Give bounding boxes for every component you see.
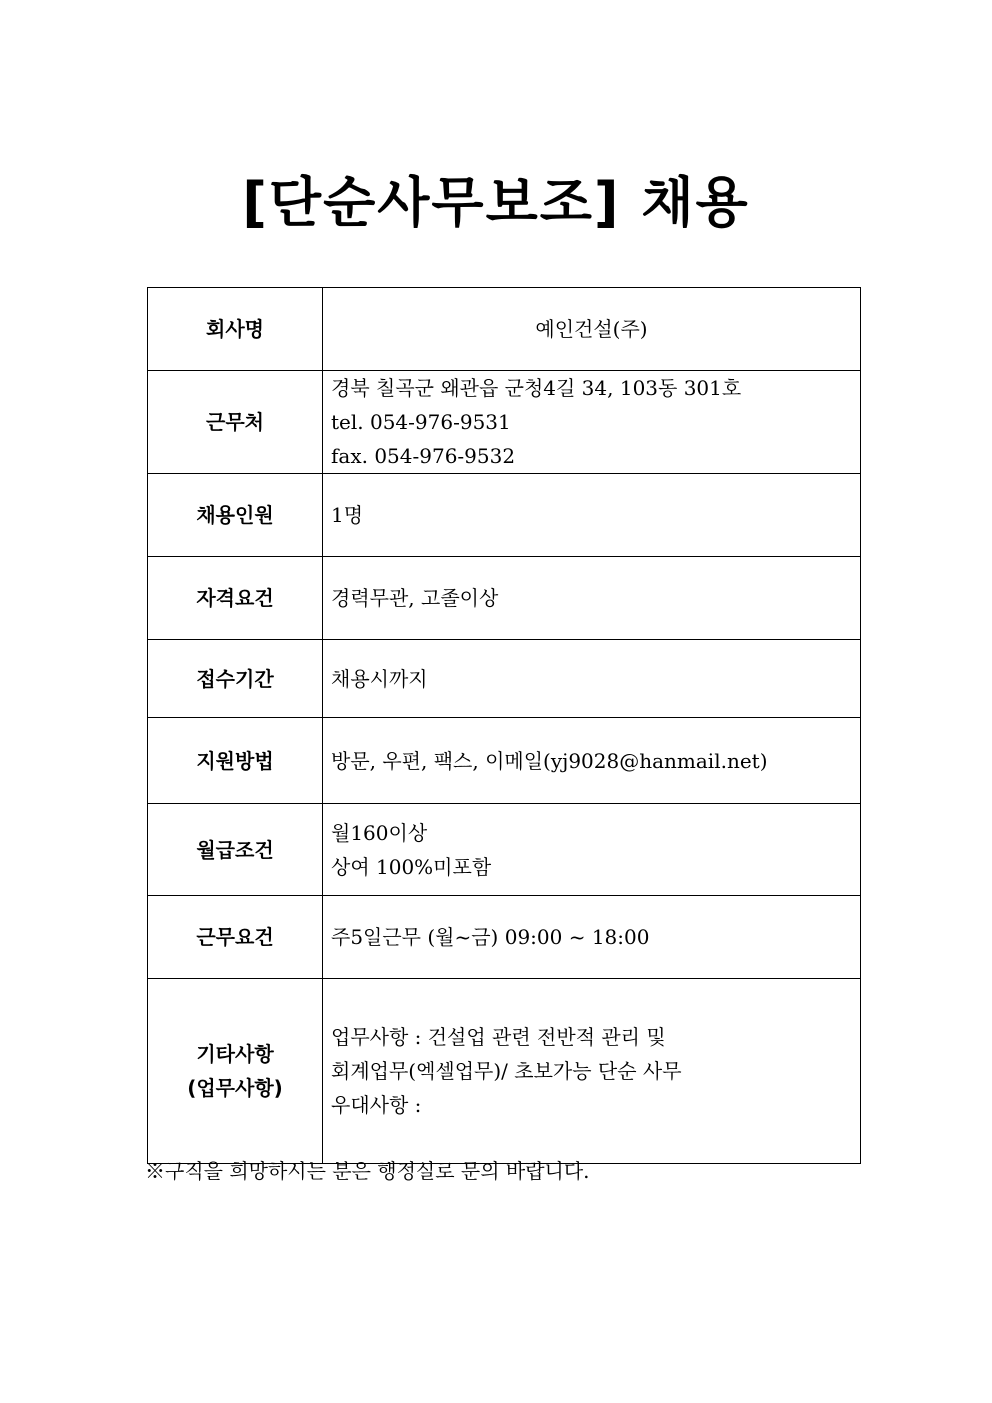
value-line: 상여 100%미포함 <box>331 854 492 879</box>
row-value <box>323 804 861 896</box>
table-row <box>148 288 861 371</box>
label-line: 근무처 <box>206 410 264 434</box>
job-info-table <box>147 287 861 1164</box>
row-value <box>323 557 861 640</box>
row-value <box>323 371 861 474</box>
row-label <box>148 896 323 979</box>
label-line: 지원방법 <box>196 748 274 773</box>
value-line: 주5일근무 (월~금) 09:00 ~ 18:00 <box>331 925 650 949</box>
table-row <box>148 804 861 896</box>
row-value <box>323 718 861 804</box>
label-line: 월급조건 <box>196 837 274 862</box>
label-line: 근무요건 <box>196 925 274 949</box>
value-line: 예인건설(주) <box>535 317 648 341</box>
table-row <box>148 718 861 804</box>
value-line: 경북 칠곡군 왜관읍 군청4길 34, 103동 301호 <box>331 376 742 400</box>
table-row <box>148 896 861 979</box>
label-line: 회사명 <box>206 317 264 341</box>
value-line: tel. 054-976-9531 <box>331 410 511 434</box>
value-line: fax. 054-976-9532 <box>331 444 516 468</box>
page-title: [단순사무보조] 채용 <box>242 171 750 234</box>
row-label <box>148 288 323 371</box>
value-line: 1명 <box>331 503 364 527</box>
table-row <box>148 979 861 1164</box>
row-label <box>148 718 323 804</box>
value-line: 우대사항 : <box>331 1093 422 1117</box>
table-row <box>148 640 861 718</box>
row-label <box>148 640 323 718</box>
value-line: 경력무관, 고졸이상 <box>331 586 499 610</box>
label-line: 접수기간 <box>196 666 274 691</box>
footnote: ※구직을 희망하시는 분은 행정실로 문의 바랍니다. <box>145 1159 590 1183</box>
label-line: 기타사항 <box>196 1042 274 1066</box>
row-value <box>323 640 861 718</box>
row-value <box>323 288 861 371</box>
value-line: 채용시까지 <box>331 666 428 691</box>
value-line: 월160이상 <box>331 820 428 845</box>
table-row <box>148 557 861 640</box>
row-label <box>148 979 323 1164</box>
row-label <box>148 371 323 474</box>
row-value <box>323 979 861 1164</box>
row-label <box>148 804 323 896</box>
label-line: 채용인원 <box>196 503 274 527</box>
table-row <box>148 371 861 474</box>
row-value <box>323 896 861 979</box>
row-label <box>148 474 323 557</box>
row-label <box>148 557 323 640</box>
label-line: 자격요건 <box>196 586 274 610</box>
row-value <box>323 474 861 557</box>
label-line: (업무사항) <box>187 1076 283 1100</box>
value-line: 업무사항 : 건설업 관련 전반적 관리 및 <box>331 1025 666 1049</box>
value-line: 회계업무(엑셀업무)/ 초보가능 단순 사무 <box>331 1059 682 1083</box>
table-row <box>148 474 861 557</box>
value-line: 방문, 우편, 팩스, 이메일(yj9028@hanmail.net) <box>331 748 768 773</box>
